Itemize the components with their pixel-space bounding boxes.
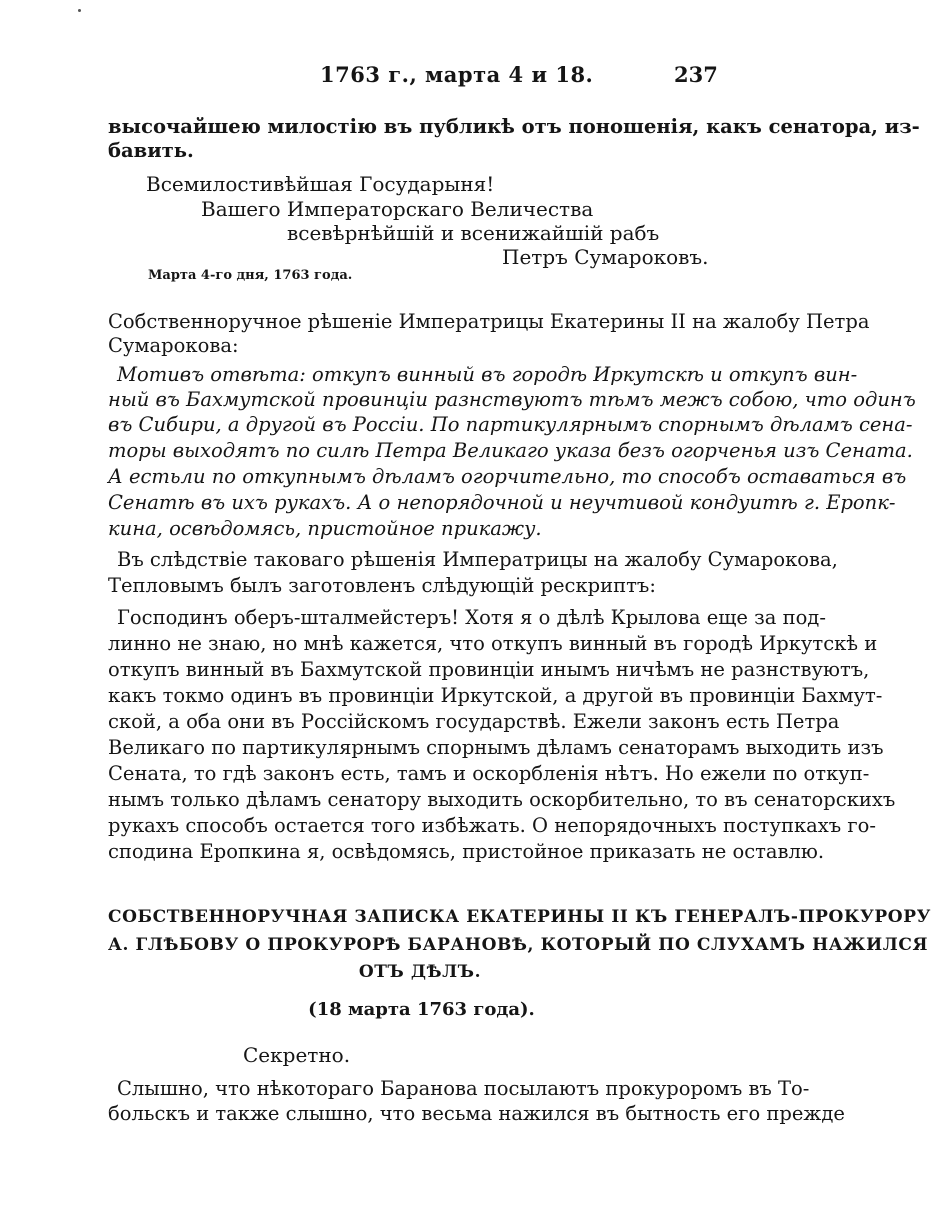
rescript-intro-line: Въ слѣдствіе таковаго рѣшенія Императрицы на жалобу Сумарокова, [117,548,838,571]
rescript-line: Господинъ оберъ-шталмейстеръ! Хотя я о дѣлѣ Крылова еще за под- [117,606,826,629]
rescript-line: Великаго по партикулярнымъ спорнымъ дѣламъ сенаторамъ выходить изъ [108,736,884,759]
rescript-intro-line: Тепловымъ былъ заготовленъ слѣдующій рескриптъ: [108,574,656,597]
rescript-line: Сената, то гдѣ законъ есть, тамъ и оскорбленія нѣтъ. Но ежели по откуп- [108,762,870,785]
section-date: (18 марта 1763 года). [308,999,535,1020]
section-secret-note: Секретно. [243,1043,351,1067]
section-heading-line-1: СОБСТВЕННОРУЧНАЯ ЗАПИСКА ЕКАТЕРИНЫ II КЪ ГЕНЕРАЛЪ-ПРОКУРОРУ [108,907,931,927]
section-heading-line-3: ОТЪ ДѢЛЪ. [358,962,482,982]
rescript-line: ской, а оба они въ Россійскомъ государствѣ. Ежели законъ есть Петра [108,710,840,733]
rescript-line: нымъ только дѣламъ сенатору выходить оскорбительно, то въ сенаторскихъ [108,788,896,811]
resolution-line: Мотивъ отвѣта: откупъ винный въ городѣ Иркутскѣ и откупъ вин- [117,363,858,386]
resolution-line: въ Сибири, а другой въ Россіи. По партикулярнымъ спорнымъ дѣламъ сена- [108,413,913,436]
speck [78,9,81,12]
rescript-line: какъ токмо одинъ въ провинціи Иркутской, а другой въ провинціи Бахмут- [108,684,883,707]
resolution-line: кина, освѣдомясь, пристойное прикажу. [108,517,542,540]
page-number: 237 [674,62,718,87]
running-head-title: 1763 г., марта 4 и 18. [320,62,594,87]
letter-closing-2: всевѣрнѣйшій и всенижайшій рабъ [287,221,660,245]
letter-line-1: высочайшею милостію въ публикѣ отъ поношенія, какъ сенатора, из- [108,115,920,138]
letter-signature: Петръ Сумароковъ. [502,245,709,269]
rescript-line: линно не знаю, но мнѣ кажется, что откупъ винный въ городѣ Иркутскѣ и [108,632,878,655]
letter-line-2: бавить. [108,139,194,162]
resolution-intro-1: Собственноручное рѣшеніе Императрицы Екатерины II на жалобу Петра [108,310,870,333]
resolution-intro-2: Сумарокова: [108,334,239,357]
rescript-line: откупъ винный въ Бахмутской провинціи инымъ ничѣмъ не разнствуютъ, [108,658,870,681]
rescript-line: сподина Еропкина я, освѣдомясь, пристойное приказать не оставлю. [108,840,825,863]
section-text-line: Слышно, что нѣкотораго Баранова посылаютъ прокуроромъ въ То- [117,1077,810,1100]
letter-date: Марта 4-го дня, 1763 года. [148,268,353,283]
resolution-line: А естьли по откупнымъ дѣламъ огорчительно, то способъ оставаться въ [108,465,907,488]
letter-salutation: Всемилостивѣйшая Государыня! [146,172,495,196]
resolution-line: Сенатѣ въ ихъ рукахъ. А о непорядочной и неучтивой кондуитѣ г. Еропк- [108,491,896,514]
resolution-line: торы выходятъ по силѣ Петра Великаго указа безъ огорченья изъ Сената. [108,439,913,462]
resolution-line: ный въ Бахмутской провинціи разнствуютъ тѣмъ межъ собою, что одинъ [108,388,916,411]
rescript-line: рукахъ способъ остается того избѣжать. О непорядочныхъ поступкахъ го- [108,814,876,837]
section-heading-line-2: А. ГЛѢБОВУ О ПРОКУРОРѢ БАРАНОВѢ, КОТОРЫЙ ПО СЛУХАМЪ НАЖИЛСЯ [108,935,929,955]
section-text-line: больскъ и также слышно, что весьма нажился въ бытность его прежде [108,1102,845,1125]
letter-closing-1: Вашего Императорскаго Величества [201,197,594,221]
running-head [0,62,843,92]
